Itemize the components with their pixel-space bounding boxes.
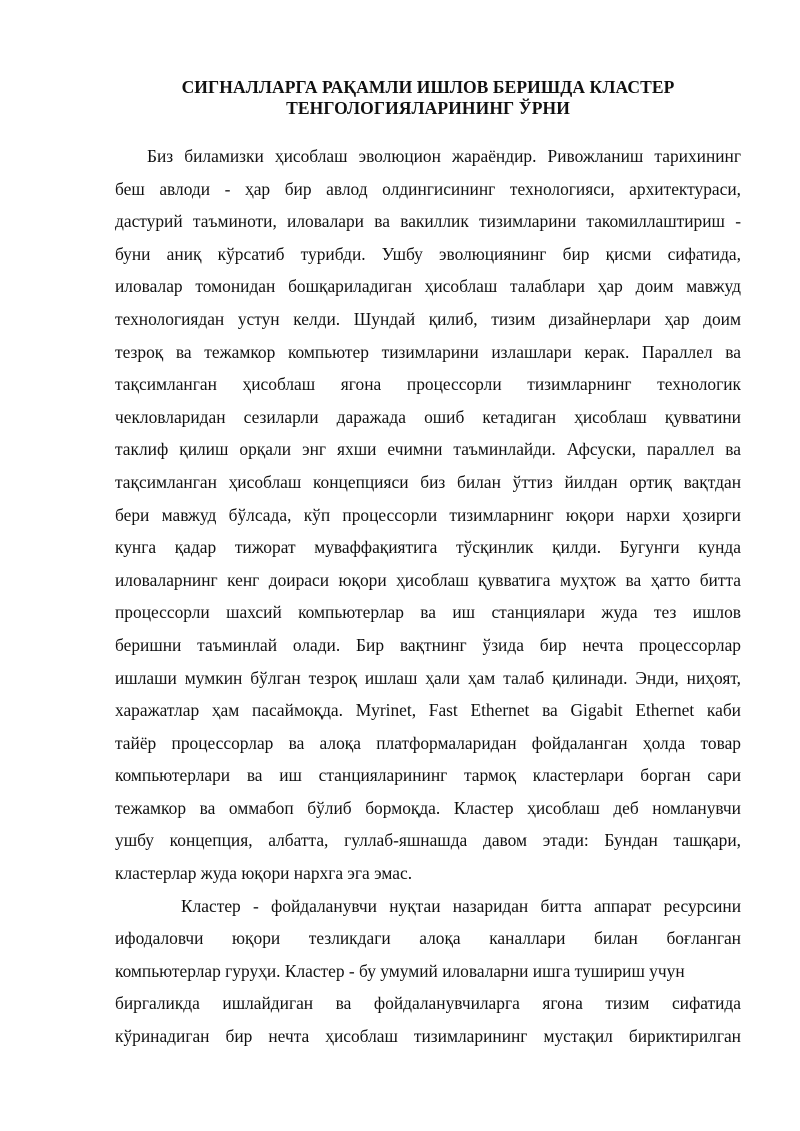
text-line: дастурий таъминоти, иловалари ва вакиллик тизимларини такомиллаштириш - <box>115 211 741 232</box>
text-line: компьютерлар гуруҳи. Кластер - бу умумий иловаларни ишга тушириш учун <box>115 960 685 981</box>
text-line: бери мавжуд бўлсада, кўп процессорли тизимларнинг юқори нархи ҳозирги <box>115 504 741 525</box>
text-line: тақсимланган ҳисоблаш ягона процессорли тизимларнинг технологик <box>115 374 741 395</box>
text-line: иловалар томонидан бошқариладиган ҳисоблаш талаблари ҳар доим мавжуд <box>115 276 741 297</box>
title-line: СИГНАЛЛАРГА РАҚАМЛИ ИШЛОВ БЕРИШДА КЛАСТЕР <box>181 77 675 97</box>
document-body <box>115 140 741 1053</box>
text-line: биргаликда ишлайдиган ва фойдаланувчиларга ягона тизим сифатида <box>115 993 741 1014</box>
text-line: чекловларидан сезиларли даражада ошиб кетадиган ҳисоблаш қувватини <box>115 406 741 427</box>
text-line: технологиядан устун келди. Шундай қилиб, тизим дизайнерлари ҳар доим <box>115 308 741 329</box>
document-title <box>115 77 741 119</box>
paragraph-1 <box>115 140 741 890</box>
text-line: ушбу концепция, албатта, гуллаб-яшнашда давом этади: Бундан ташқари, <box>115 830 741 851</box>
text-line: Кластер - фойдаланувчи нуқтаи назаридан битта аппарат ресурсини <box>181 895 741 916</box>
paragraph-2 <box>115 890 741 1053</box>
text-line: иловаларнинг кенг доираси юқори ҳисоблаш қувватига муҳтож ва ҳатто битта <box>115 569 741 590</box>
title-line: ТЕНГОЛОГИЯЛАРИНИНГ ЎРНИ <box>286 98 570 118</box>
text-line: компьютерлари ва иш станцияларининг тармоқ кластерлари борган сари <box>115 765 741 786</box>
text-line: харажатлар ҳам пасаймоқда. Myrinet, Fast Ethernet ва Gigabit Ethernet каби <box>115 700 741 721</box>
text-line: тезроқ ва тежамкор компьютер тизимларини излашлари керак. Параллел ва <box>115 341 741 362</box>
text-line: тежамкор ва оммабоп бўлиб бормоқда. Кластер ҳисоблаш деб номланувчи <box>115 797 741 818</box>
text-line: тақсимланган ҳисоблаш концепцияси биз билан ўттиз йилдан ортиқ вақтдан <box>115 471 741 492</box>
text-line: таклиф қилиш орқали энг яхши ечимни таъминлайди. Афсуски, параллел ва <box>115 439 741 460</box>
text-line: Биз биламизки ҳисоблаш эволюцион жараёндир. Ривожланиш тарихининг <box>147 146 741 166</box>
text-line: беришни таъминлай олади. Бир вақтнинг ўзида бир нечта процессорлар <box>115 634 741 655</box>
text-line: процессорли шахсий компьютерлар ва иш станциялари жуда тез ишлов <box>115 602 741 623</box>
text-line: ифодаловчи юқори тезликдаги алоқа каналлари билан боғланган <box>115 928 741 949</box>
text-line: кўринадиган бир нечта ҳисоблаш тизимларининг мустақил бириктирилган <box>115 1026 741 1047</box>
text-line: тайёр процессорлар ва алоқа платформаларидан фойдаланган ҳолда товар <box>115 732 741 753</box>
text-line: ишлаши мумкин бўлган тезроқ ишлаш ҳали ҳам талаб қилинади. Энди, ниҳоят, <box>115 667 741 688</box>
text-line: кунга қадар тижорат муваффақиятига тўсқинлик қилди. Бугунги кунда <box>115 537 741 558</box>
text-line: кластерлар жуда юқори нархга эга эмас. <box>115 863 413 884</box>
text-line: буни аниқ кўрсатиб турибди. Ушбу эволюциянинг бир қисми сифатида, <box>115 243 741 264</box>
text-line: беш авлоди - ҳар бир авлод олдингисининг технологияси, архитектураси, <box>115 178 741 199</box>
